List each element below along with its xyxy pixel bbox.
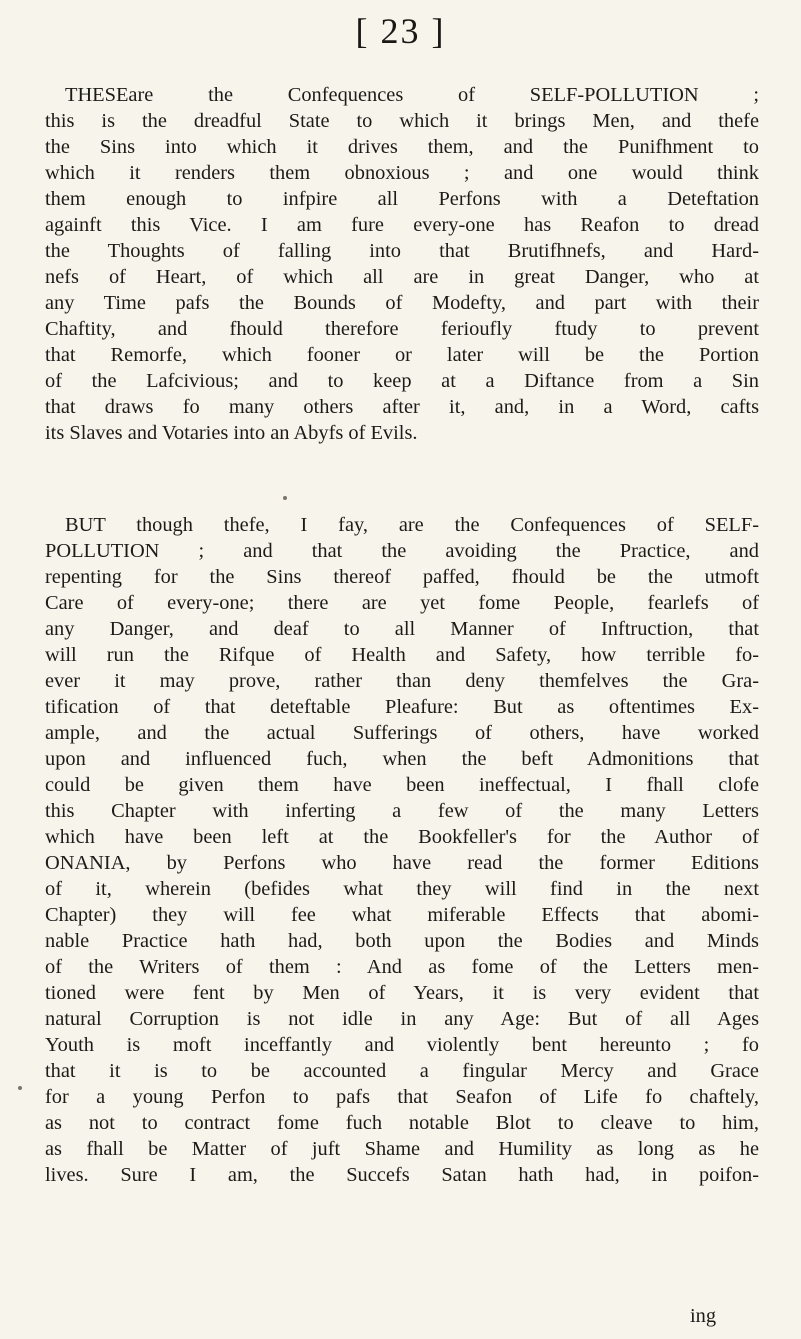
paragraph-2-line: ever it may prove, rather than deny themfelves the Gra- [45,670,759,692]
paragraph-1-line: THESEare the Confequences of SELF-POLLUTION ; [65,84,759,106]
paragraph-2-line: natural Corruption is not idle in any Age: But of all Ages [45,1008,759,1030]
paragraph-2-line: for a young Perfon to pafs that Seafon of Life fo chaftely, [45,1086,759,1108]
paragraph-2-line: POLLUTION ; and that the avoiding the Practice, and [45,540,759,562]
paragraph-2-line: BUT though thefe, I fay, are the Confequences of SELF- [65,514,759,536]
paragraph-1-line: the Sins into which it drives them, and the Punifhment to [45,136,759,158]
paragraph-2-line: could be given them have been ineffectual, I fhall clofe [45,774,759,796]
paragraph-2-line: repenting for the Sins thereof paffed, fhould be the utmoft [45,566,759,588]
paragraph-2-line: will run the Rifque of Health and Safety, how terrible fo- [45,644,759,666]
paragraph-1-line: this is the dreadful State to which it brings Men, and thefe [45,110,759,132]
paragraph-1-line: the Thoughts of falling into that Brutifhnefs, and Hard- [45,240,759,262]
paragraph-1-line: of the Lafcivious; and to keep at a Diftance from a Sin [45,370,759,392]
paragraph-2 [45,512,759,1188]
paragraph-2-line: this Chapter with inferting a few of the many Letters [45,800,759,822]
catchword: ing [690,1305,717,1327]
paragraph-2-line: Care of every-one; there are yet fome People, fearlefs of [45,592,759,614]
paragraph-2-line: tioned were fent by Men of Years, it is very evident that [45,982,759,1004]
paragraph-1-line: its Slaves and Votaries into an Abyfs of Evils. [45,422,418,444]
paragraph-1-line: any Time pafs the Bounds of Modefty, and part with their [45,292,759,314]
paragraph-1-line: that Remorfe, which fooner or later will be the Portion [45,344,759,366]
page-number: [ 23 ] [355,11,446,51]
paragraph-2-line: that it is to be accounted a fingular Mercy and Grace [45,1060,759,1082]
paragraph-1-line: them enough to infpire all Perfons with a Deteftation [45,188,759,210]
paragraph-2-line: Youth is moft inceffantly and violently bent hereunto ; fo [45,1034,759,1056]
paragraph-2-line: lives. Sure I am, the Succefs Satan hath had, in poifon- [45,1164,759,1186]
paragraph-2-line: nable Practice hath had, both upon the Bodies and Minds [45,930,759,952]
ink-speck [18,1086,22,1090]
paragraph-1-line: which it renders them obnoxious ; and one would think [45,162,759,184]
paragraph-1-line: nefs of Heart, of which all are in great Danger, who at [45,266,759,288]
paragraph-2-line: as not to contract fome fuch notable Blot to cleave to him, [45,1112,759,1134]
paragraph-2-line: any Danger, and deaf to all Manner of Inftruction, that [45,618,759,640]
paragraph-2-line: which have been left at the Bookfeller's for the Author of [45,826,759,848]
paragraph-2-line: upon and influenced fuch, when the beft Admonitions that [45,748,759,770]
paragraph-2-line: of the Writers of them : And as fome of the Letters men- [45,956,759,978]
paragraph-2-line: Chapter) they will fee what miferable Effects that abomi- [45,904,759,926]
paragraph-1 [45,82,759,446]
paragraph-2-line: ample, and the actual Sufferings of others, have worked [45,722,759,744]
paragraph-2-line: as fhall be Matter of juft Shame and Humility as long as he [45,1138,759,1160]
paragraph-1-line: that draws fo many others after it, and, in a Word, cafts [45,396,759,418]
paragraph-1-line: Chaftity, and fhould therefore ferioufly ftudy to prevent [45,318,759,340]
paragraph-2-line: of it, wherein (befides what they will find in the next [45,878,759,900]
paragraph-2-line: ONANIA, by Perfons who have read the former Editions [45,852,759,874]
paragraph-2-line: tification of that deteftable Pleafure: But as oftentimes Ex- [45,696,759,718]
ink-speck [283,496,287,500]
paragraph-1-line: againft this Vice. I am fure every-one has Reafon to dread [45,214,759,236]
